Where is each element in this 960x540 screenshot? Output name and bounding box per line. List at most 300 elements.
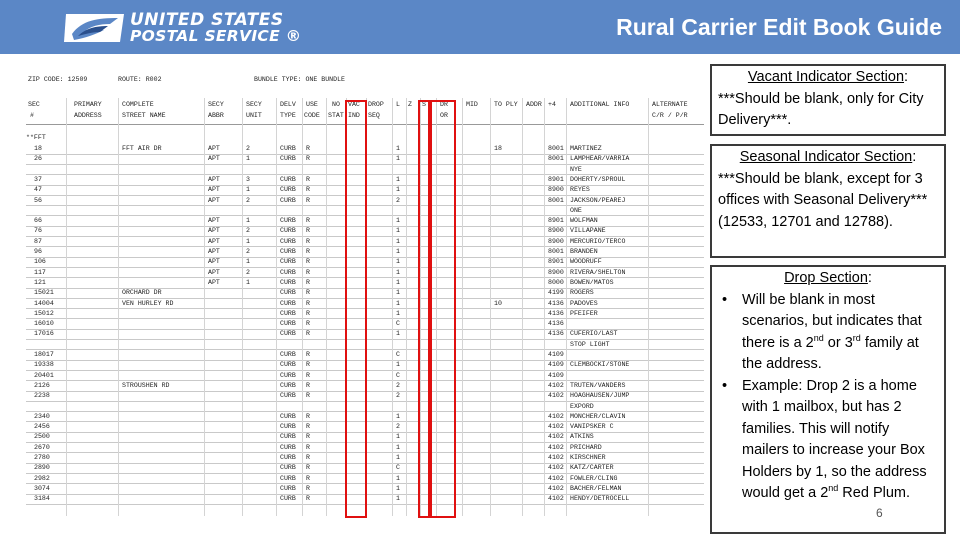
col-header: Z (408, 101, 412, 108)
table-cell: R (306, 371, 310, 379)
col-subheader: C/R / P/R (652, 112, 688, 119)
table-cell: 37 (34, 175, 42, 183)
table-cell: 1 (246, 237, 250, 245)
table-cell: 96 (34, 248, 42, 255)
table-cell: 8901 (548, 258, 564, 266)
column-rule (118, 98, 119, 516)
table-cell: 1 (396, 330, 400, 338)
table-cell: ONE (570, 206, 582, 214)
table-cell: 1 (396, 268, 400, 276)
table-cell: 2 (246, 227, 250, 235)
table-cell: 1 (396, 278, 400, 286)
column-rule (490, 98, 491, 516)
col-header: DROP (368, 101, 384, 108)
table-cell: 2238 (34, 392, 50, 400)
bundle-type-label: BUNDLE TYPE: ONE BUNDLE (254, 76, 346, 83)
table-cell: 76 (34, 227, 42, 235)
table-cell: 1 (396, 145, 400, 152)
column-rule (204, 98, 205, 516)
table-cell: 1 (396, 217, 400, 225)
table-cell: R (306, 320, 310, 328)
table-cell: HOAGHAUSEN/JUMP (570, 392, 630, 400)
table-cell: 1 (246, 217, 250, 225)
page-number: 6 (876, 506, 883, 520)
table-cell: EXPORD (570, 402, 594, 410)
col-header: USE (306, 101, 318, 108)
table-cell: CURB (280, 412, 296, 420)
usps-logo (64, 10, 309, 46)
table-cell: APT (208, 237, 220, 245)
table-cell: CURB (280, 268, 296, 276)
table-cell: 15012 (34, 309, 54, 317)
column-rule (544, 98, 545, 516)
table-cell: 56 (34, 196, 42, 204)
column-rule (242, 98, 243, 516)
drop-bullet-2 (718, 376, 938, 505)
table-cell: APT (208, 145, 220, 152)
table-cell: FFT AIR DR (122, 145, 162, 152)
column-rule (66, 98, 67, 516)
table-cell: MARTINEZ (570, 145, 602, 152)
table-cell: CURB (280, 289, 296, 297)
table-cell: JACKSON/PEAREJ (570, 196, 626, 204)
table-cell: R (306, 155, 310, 163)
table-cell: 8901 (548, 217, 564, 225)
seasonal-column-highlight (418, 100, 430, 518)
table-cell: R (306, 474, 310, 482)
drop-section-callout (710, 265, 946, 534)
table-cell: STOP LIGHT (570, 340, 610, 348)
table-cell: PADOVES (570, 299, 598, 307)
table-cell: CURB (280, 474, 296, 482)
table-cell: 4102 (548, 433, 564, 441)
table-cell: R (306, 258, 310, 266)
table-cell: WOODRUFF (570, 258, 602, 266)
table-cell: 8001 (548, 248, 564, 255)
table-cell: 1 (396, 289, 400, 297)
drop-bullet-2-text-a: Example: Drop 2 is a home with 1 mailbox, but has 2 families. This will notify mailers to increase your Box Holders by 1, so the address would get a 2 (742, 377, 927, 501)
table-cell: R (306, 227, 310, 235)
table-cell: APT (208, 278, 220, 286)
table-cell: 8000 (548, 278, 564, 286)
drop-bullet-1-text-b: or 3 (823, 334, 853, 351)
table-cell: FOWLER/CLING (570, 474, 618, 482)
table-cell: CURB (280, 145, 296, 152)
table-cell: TRUTEN/VANDERS (570, 381, 626, 389)
table-cell: C (396, 371, 400, 379)
col-header: SEC (28, 101, 40, 108)
table-cell: 66 (34, 217, 42, 225)
table-cell: CURB (280, 392, 296, 400)
table-cell: 1 (396, 495, 400, 503)
col-subheader: OR (440, 112, 448, 119)
table-cell: 2 (396, 196, 400, 204)
table-cell: R (306, 289, 310, 297)
table-cell: 8901 (548, 175, 564, 183)
drop-title: Drop Section (784, 270, 868, 286)
table-cell: 18017 (34, 351, 54, 358)
table-cell: CURB (280, 454, 296, 461)
table-cell: 1 (246, 258, 250, 266)
drop-bullet-1-sup-1: nd (813, 332, 824, 343)
drop-bullet-1-sup-2: rd (852, 332, 861, 343)
table-cell: 1 (396, 175, 400, 183)
table-cell: 4109 (548, 351, 564, 358)
table-cell: 4199 (548, 289, 564, 297)
table-cell: CURB (280, 309, 296, 317)
drop-bullet-list (718, 290, 938, 505)
table-cell: 4102 (548, 443, 564, 451)
table-cell: APT (208, 175, 220, 183)
vacant-title: Vacant Indicator Section (747, 69, 905, 85)
table-cell: 4102 (548, 484, 564, 492)
table-cell: 4102 (548, 474, 564, 482)
table-cell: BRANDEN (570, 248, 598, 255)
table-cell: 4136 (548, 330, 564, 338)
col-header: ADDITIONAL INFO (570, 101, 630, 108)
table-cell: 16010 (34, 320, 54, 328)
table-cell: R (306, 330, 310, 338)
table-cell: 1 (396, 258, 400, 266)
table-cell: KIRSCHNER (570, 454, 606, 461)
col-subheader: ADDRESS (74, 112, 102, 119)
vacant-body: ***Should be blank, only for City Delivery***. (718, 90, 924, 128)
table-cell: CURB (280, 186, 296, 194)
drop-column-highlight (430, 100, 456, 518)
eagle-icon (64, 12, 126, 44)
table-cell: CURB (280, 196, 296, 204)
vacant-indicator-callout (710, 64, 946, 136)
table-cell: CURB (280, 278, 296, 286)
drop-bullet-1 (718, 290, 938, 376)
drop-colon: : (867, 270, 872, 286)
table-cell: HENDY/DETROCELL (570, 495, 630, 503)
table-cell: ROGERS (570, 289, 594, 297)
table-cell: APT (208, 196, 220, 204)
header-bar (0, 0, 960, 54)
table-cell: 8900 (548, 268, 564, 276)
table-cell: APT (208, 217, 220, 225)
table-cell: R (306, 443, 310, 451)
column-rule (326, 98, 327, 516)
table-cell: 3 (246, 175, 250, 183)
table-cell: 2890 (34, 464, 50, 472)
col-header: PRIMARY (74, 101, 102, 108)
table-cell: APT (208, 248, 220, 255)
col-header: DELV (280, 101, 296, 108)
table-cell: 2 (396, 423, 400, 431)
table-cell: APT (208, 258, 220, 266)
table-cell: REYES (570, 186, 590, 194)
column-rule (406, 98, 407, 516)
table-cell: 4102 (548, 423, 564, 431)
table-cell: C (396, 464, 400, 472)
table-cell: 4136 (548, 299, 564, 307)
table-cell: APT (208, 227, 220, 235)
table-cell: APT (208, 268, 220, 276)
table-cell: 4102 (548, 495, 564, 503)
drop-bullet-2-text-b: Red Plum. (838, 485, 911, 501)
table-cell: CURB (280, 423, 296, 431)
table-cell: R (306, 423, 310, 431)
table-cell: 2 (396, 392, 400, 400)
seasonal-title: Seasonal Indicator Section (739, 149, 913, 165)
col-header: +4 (548, 101, 556, 108)
table-cell: R (306, 196, 310, 204)
table-cell: 3074 (34, 484, 50, 492)
table-cell: 20401 (34, 371, 54, 379)
page-title: Rural Carrier Edit Book Guide (616, 14, 942, 40)
table-cell: R (306, 495, 310, 503)
table-cell: PFEIFER (570, 309, 598, 317)
table-cell: 1 (396, 433, 400, 441)
table-cell: 17016 (34, 330, 54, 338)
col-header: ALTERNATE (652, 101, 688, 108)
table-cell: R (306, 351, 310, 358)
table-cell: 2780 (34, 454, 50, 461)
table-cell: R (306, 248, 310, 255)
vacant-column-highlight (345, 100, 367, 518)
table-cell: 14004 (34, 299, 54, 307)
table-cell: R (306, 145, 310, 152)
column-rule (648, 98, 649, 516)
table-cell: VANIPSKER C (570, 423, 614, 431)
table-cell: ATKINS (570, 433, 594, 441)
table-cell: MONCHER/CLAVIN (570, 412, 626, 420)
table-cell: CURB (280, 320, 296, 328)
table-cell: 3184 (34, 495, 50, 503)
table-cell: 1 (396, 299, 400, 307)
col-subheader: # (30, 112, 34, 119)
table-cell: CURB (280, 351, 296, 358)
table-cell: BOWEN/MATOS (570, 278, 614, 286)
table-cell: R (306, 278, 310, 286)
table-cell: R (306, 175, 310, 183)
table-cell: 8900 (548, 227, 564, 235)
table-cell: R (306, 433, 310, 441)
table-cell: 1 (396, 454, 400, 461)
table-cell: 18 (34, 145, 42, 152)
column-rule (392, 98, 393, 516)
table-cell: 1 (396, 474, 400, 482)
table-cell: CURB (280, 217, 296, 225)
table-cell: R (306, 381, 310, 389)
table-cell: 4102 (548, 464, 564, 472)
col-header: NO (332, 101, 340, 108)
table-cell: 1 (396, 361, 400, 369)
table-cell: CURB (280, 381, 296, 389)
table-cell: 8900 (548, 186, 564, 194)
table-cell: 1 (246, 278, 250, 286)
table-cell: 1 (396, 248, 400, 255)
table-cell: ORCHARD DR (122, 289, 162, 297)
column-rule (566, 98, 567, 516)
scan-section-marker: **FFT (26, 134, 46, 141)
table-cell: 1 (246, 155, 250, 163)
col-subheader: ABBR (208, 112, 224, 119)
table-cell: 4109 (548, 371, 564, 379)
col-subheader: IND (348, 112, 360, 119)
seasonal-colon: : (912, 149, 917, 165)
table-cell: KATZ/CARTER (570, 464, 614, 472)
bullet-icon: • (722, 377, 728, 394)
col-header: SECY (208, 101, 224, 108)
table-cell: 1 (396, 186, 400, 194)
table-cell: C (396, 320, 400, 328)
col-header: COMPLETE (122, 101, 154, 108)
table-cell: 4102 (548, 412, 564, 420)
table-cell: CURB (280, 248, 296, 255)
table-cell: CURB (280, 237, 296, 245)
table-cell: 4136 (548, 320, 564, 328)
col-subheader: CODE (304, 112, 320, 119)
drop-bullet-1-text-a: Will be blank in most scenarios, but indicates that there is a 2 (742, 291, 922, 351)
table-cell: CURB (280, 443, 296, 451)
table-cell: 8001 (548, 196, 564, 204)
table-cell: R (306, 299, 310, 307)
col-header: MID (466, 101, 478, 108)
table-cell: CURB (280, 258, 296, 266)
table-cell: STROUSHEN RD (122, 381, 170, 389)
table-cell: R (306, 361, 310, 369)
table-cell: CURB (280, 484, 296, 492)
table-cell: 106 (34, 258, 46, 266)
col-header: ADDR (526, 101, 542, 108)
table-cell: R (306, 454, 310, 461)
col-subheader: STREET NAME (122, 112, 166, 119)
table-cell: BACHER/FELMAN (570, 484, 622, 492)
table-cell: R (306, 392, 310, 400)
table-cell: APT (208, 155, 220, 163)
table-cell: 19338 (34, 361, 54, 369)
table-cell: DOHERTY/SPROUL (570, 175, 626, 183)
table-cell: 4109 (548, 361, 564, 369)
table-cell: 4102 (548, 454, 564, 461)
table-cell: R (306, 268, 310, 276)
table-cell: 2 (246, 145, 250, 152)
table-cell: CURB (280, 330, 296, 338)
table-cell: 121 (34, 278, 46, 286)
col-subheader: STAT (328, 112, 344, 119)
column-rule (276, 98, 277, 516)
table-cell: CURB (280, 227, 296, 235)
table-cell: R (306, 464, 310, 472)
table-cell: 8001 (548, 145, 564, 152)
table-cell: 1 (396, 412, 400, 420)
table-cell: R (306, 186, 310, 194)
col-subheader: SEQ (368, 112, 380, 119)
table-cell: CURB (280, 155, 296, 163)
table-cell: 2126 (34, 381, 50, 389)
table-cell: 2670 (34, 443, 50, 451)
column-rule (302, 98, 303, 516)
table-cell: R (306, 217, 310, 225)
table-cell: 1 (396, 443, 400, 451)
table-cell: R (306, 412, 310, 420)
col-header: DR (440, 101, 448, 108)
table-cell: 47 (34, 186, 42, 194)
table-cell: 15021 (34, 289, 54, 297)
table-cell: 2340 (34, 412, 50, 420)
seasonal-body: ***Should be blank, except for 3 offices with Seasonal Delivery*** (12533, 12701 and 12788). (718, 170, 928, 230)
vacant-colon: : (904, 69, 909, 85)
table-cell: VEN HURLEY RD (122, 299, 174, 307)
table-cell: 2456 (34, 423, 50, 431)
table-cell: CURB (280, 433, 296, 441)
table-cell: CURB (280, 175, 296, 183)
table-cell: 2 (246, 268, 250, 276)
table-cell: VILLAPANE (570, 227, 606, 235)
table-cell: R (306, 484, 310, 492)
table-cell: 1 (396, 484, 400, 492)
table-cell: CURB (280, 464, 296, 472)
table-cell: 2 (246, 248, 250, 255)
table-cell: APT (208, 186, 220, 194)
table-cell: 10 (494, 299, 502, 307)
table-cell: 2 (246, 196, 250, 204)
table-cell: CURB (280, 371, 296, 379)
table-cell: WOLFMAN (570, 217, 598, 225)
col-header: L (396, 101, 400, 108)
bullet-icon: • (722, 291, 728, 308)
table-cell: PRICHARD (570, 443, 602, 451)
table-cell: 87 (34, 237, 42, 245)
col-header: S (422, 101, 426, 108)
table-cell: 1 (396, 237, 400, 245)
table-cell: 2982 (34, 474, 50, 482)
table-cell: 1 (396, 227, 400, 235)
table-cell: R (306, 309, 310, 317)
table-cell: LAMPHEAR/VARRIA (570, 155, 630, 163)
column-rule (522, 98, 523, 516)
table-cell: 26 (34, 155, 42, 163)
table-cell: 18 (494, 145, 502, 152)
col-subheader: TYPE (280, 112, 296, 119)
table-cell: 117 (34, 268, 46, 276)
table-cell: 4102 (548, 381, 564, 389)
table-cell: 4102 (548, 392, 564, 400)
logo-line1: UNITED STATES (130, 10, 284, 30)
table-cell: 1 (246, 186, 250, 194)
table-cell: 2 (396, 381, 400, 389)
table-cell: R (306, 237, 310, 245)
table-cell: CLEMBOCKI/STONE (570, 361, 630, 369)
column-rule (462, 98, 463, 516)
table-cell: C (396, 351, 400, 358)
table-cell: CURB (280, 495, 296, 503)
drop-bullet-2-sup: nd (828, 483, 839, 493)
table-cell: RIVERA/SHELTON (570, 268, 626, 276)
table-cell: 1 (396, 309, 400, 317)
table-cell: MERCURIO/TERCO (570, 237, 626, 245)
table-cell: 4136 (548, 309, 564, 317)
table-cell: 8900 (548, 237, 564, 245)
table-cell: 8001 (548, 155, 564, 163)
col-header: SECY (246, 101, 262, 108)
col-header: VAC (348, 101, 360, 108)
drop-bullet-1-text-c: family at the address. (742, 334, 919, 372)
col-subheader: UNIT (246, 112, 262, 119)
table-cell: CURB (280, 299, 296, 307)
table-cell: 2500 (34, 433, 50, 441)
seasonal-indicator-callout (710, 144, 946, 258)
route-label: ROUTE: R002 (118, 76, 162, 83)
col-header: TO PLY (494, 101, 518, 108)
table-cell: 1 (396, 155, 400, 163)
table-cell: CURB (280, 361, 296, 369)
zip-code-label: ZIP CODE: 12509 (28, 76, 88, 83)
table-cell: CUFERIO/LAST (570, 330, 618, 338)
